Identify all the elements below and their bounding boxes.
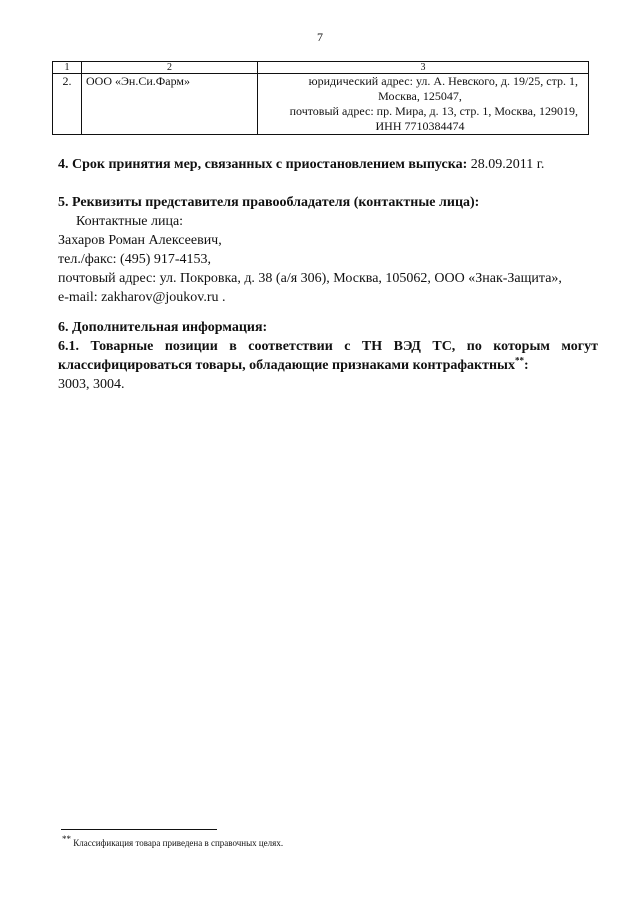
table-header-col-3: 3 (258, 62, 589, 74)
contact-email: e-mail: zakharov@joukov.ru . (58, 290, 226, 305)
contacts-label: Контактные лица: (76, 214, 184, 229)
section-4-date: 28.09.2011 г. (470, 157, 545, 172)
organization-name: ООО «Эн.Си.Фарм» (82, 74, 258, 135)
section-6-heading: 6. Дополнительная информация: (58, 320, 268, 335)
section-6 (58, 318, 598, 394)
table-row (53, 74, 589, 135)
contact-name: Захаров Роман Алексеевич, (58, 233, 222, 248)
section-6-1-line2 (58, 356, 598, 375)
footnote-text: Классификация товара приведена в справочных целях. (71, 838, 284, 848)
section-6-1-text: классифицироваться товары, обладающие признаками контрафактных (58, 358, 515, 373)
row-number: 2. (53, 74, 82, 135)
footnote-ref: ** (515, 355, 524, 366)
table-header-row (53, 62, 589, 74)
tnved-codes: 3003, 3004. (58, 377, 125, 392)
section-4 (58, 155, 598, 174)
section-4-heading: 4. Срок принятия мер, связанных с приостановлением выпуска: (58, 157, 468, 172)
legal-address-city: Москва, 125047, (378, 89, 462, 103)
contact-phone: тел./факс: (495) 917-4153, (58, 252, 212, 267)
footnote (62, 834, 284, 848)
postal-address: почтовый адрес: пр. Мира, д. 13, стр. 1, Москва, 129019, (289, 104, 578, 118)
legal-address: юридический адрес: ул. А. Невского, д. 19/25, стр. 1, (308, 74, 578, 88)
contact-postal: почтовый адрес: ул. Покровка, д. 38 (а/я 306), Москва, 105062, ООО «Знак-Защита», (58, 271, 562, 286)
table-header-col-2: 2 (82, 62, 258, 74)
footnote-mark: ** (62, 834, 71, 844)
organization-address (258, 74, 589, 135)
table-header-col-1: 1 (53, 62, 82, 74)
inn: ИНН 7710384474 (375, 119, 465, 133)
section-5-heading: 5. Реквизиты представителя правообладателя (контактные лица): (58, 195, 480, 210)
section-6-1-colon: : (524, 358, 529, 373)
footnote-divider (61, 829, 217, 830)
page-number: 7 (317, 30, 323, 44)
registry-table (52, 61, 589, 135)
section-5 (58, 193, 598, 307)
section-6-1-line1: 6.1. Товарные позиции в соответствии с ТН ВЭД ТС, по которым могут (58, 339, 598, 354)
